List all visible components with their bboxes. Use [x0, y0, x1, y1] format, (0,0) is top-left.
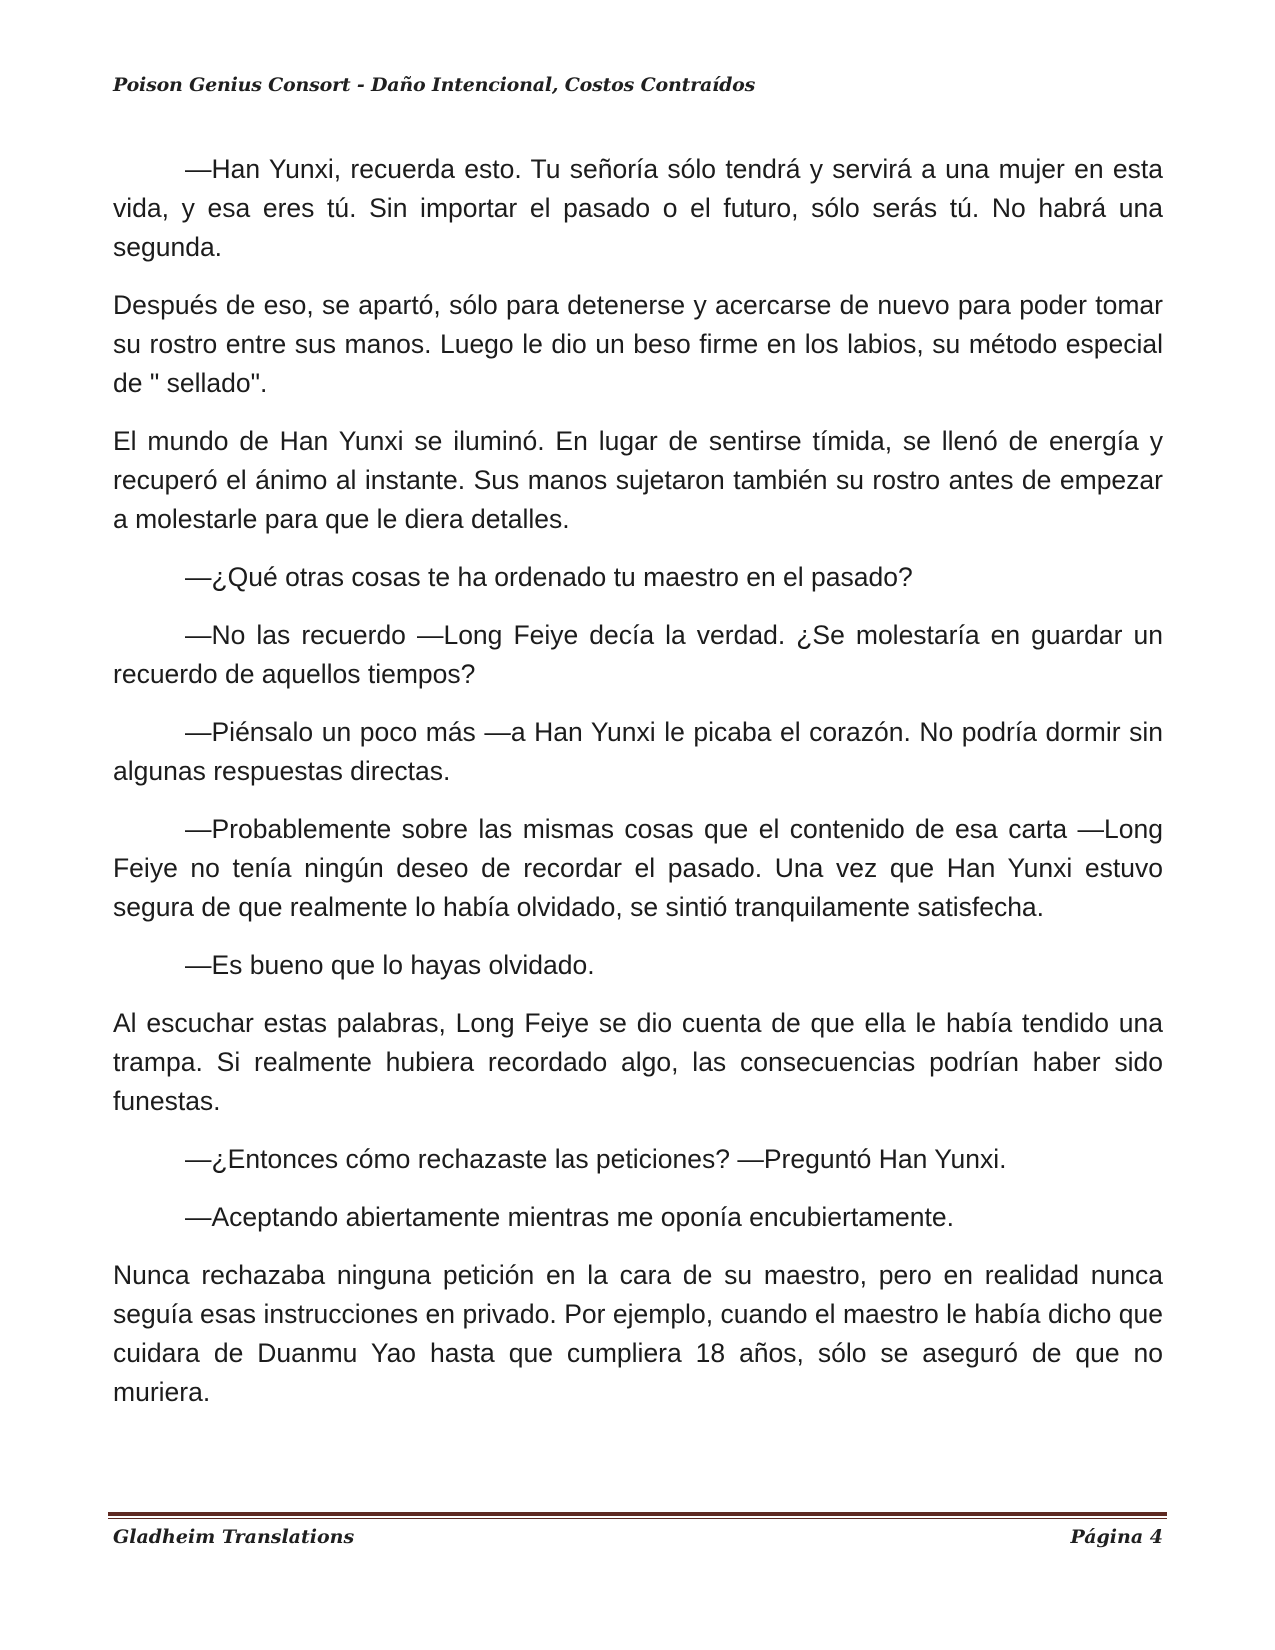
footer-rule — [108, 1512, 1167, 1519]
page-footer — [113, 1526, 1163, 1548]
paragraph: —Piénsalo un poco más —a Han Yunxi le picaba el corazón. No podría dormir sin algunas respuestas directas. — [113, 717, 1163, 786]
paragraph: —¿Qué otras cosas te ha ordenado tu maestro en el pasado? — [185, 562, 913, 592]
page-header: Poison Genius Consort - Daño Intencional, Costos Contraídos — [113, 74, 756, 96]
paragraph: —Aceptando abiertamente mientras me oponía encubiertamente. — [185, 1202, 954, 1232]
paragraph: Después de eso, se apartó, sólo para detenerse y acercarse de nuevo para poder tomar su rostro entre sus manos. Luego le dio un beso firme en los labios, su método especial de " sellado". — [113, 290, 1163, 398]
paragraph: El mundo de Han Yunxi se iluminó. En lugar de sentirse tímida, se llenó de energía y recuperó el ánimo al instante. Sus manos sujetaron también su rostro antes de empezar a molestarle para que le diera detalles. — [113, 426, 1163, 534]
paragraph: —¿Entonces cómo rechazaste las peticiones? —Preguntó Han Yunxi. — [185, 1144, 1007, 1174]
paragraph: —Han Yunxi, recuerda esto. Tu señoría sólo tendrá y servirá a una mujer en esta vida, y esa eres tú. Sin importar el pasado o el futuro, sólo serás tú. No habrá una segunda. — [113, 154, 1163, 262]
paragraph: —Es bueno que lo hayas olvidado. — [185, 950, 595, 980]
paragraph: Nunca rechazaba ninguna petición en la cara de su maestro, pero en realidad nunca seguía esas instrucciones en privado. Por ejemplo, cuando el maestro le había dicho que cuidara de Duanmu Yao hasta que cumpliera 18 años, sólo se aseguró de que no muriera. — [113, 1260, 1163, 1407]
footer-publisher: Gladheim Translations — [113, 1526, 355, 1548]
paragraph: —No las recuerdo —Long Feiye decía la verdad. ¿Se molestaría en guardar un recuerdo de aquellos tiempos? — [113, 620, 1163, 689]
paragraph: —Probablemente sobre las mismas cosas que el contenido de esa carta —Long Feiye no tenía ningún deseo de recordar el pasado. Una vez que Han Yunxi estuvo segura de que realmente lo había olvidado, se sintió tranquilamente satisfecha. — [113, 814, 1163, 922]
document-body — [113, 150, 1163, 1431]
page-number: Página 4 — [1070, 1526, 1163, 1548]
paragraph: Al escuchar estas palabras, Long Feiye se dio cuenta de que ella le había tendido una trampa. Si realmente hubiera recordado algo, las consecuencias podrían haber sido funestas. — [113, 1008, 1163, 1116]
